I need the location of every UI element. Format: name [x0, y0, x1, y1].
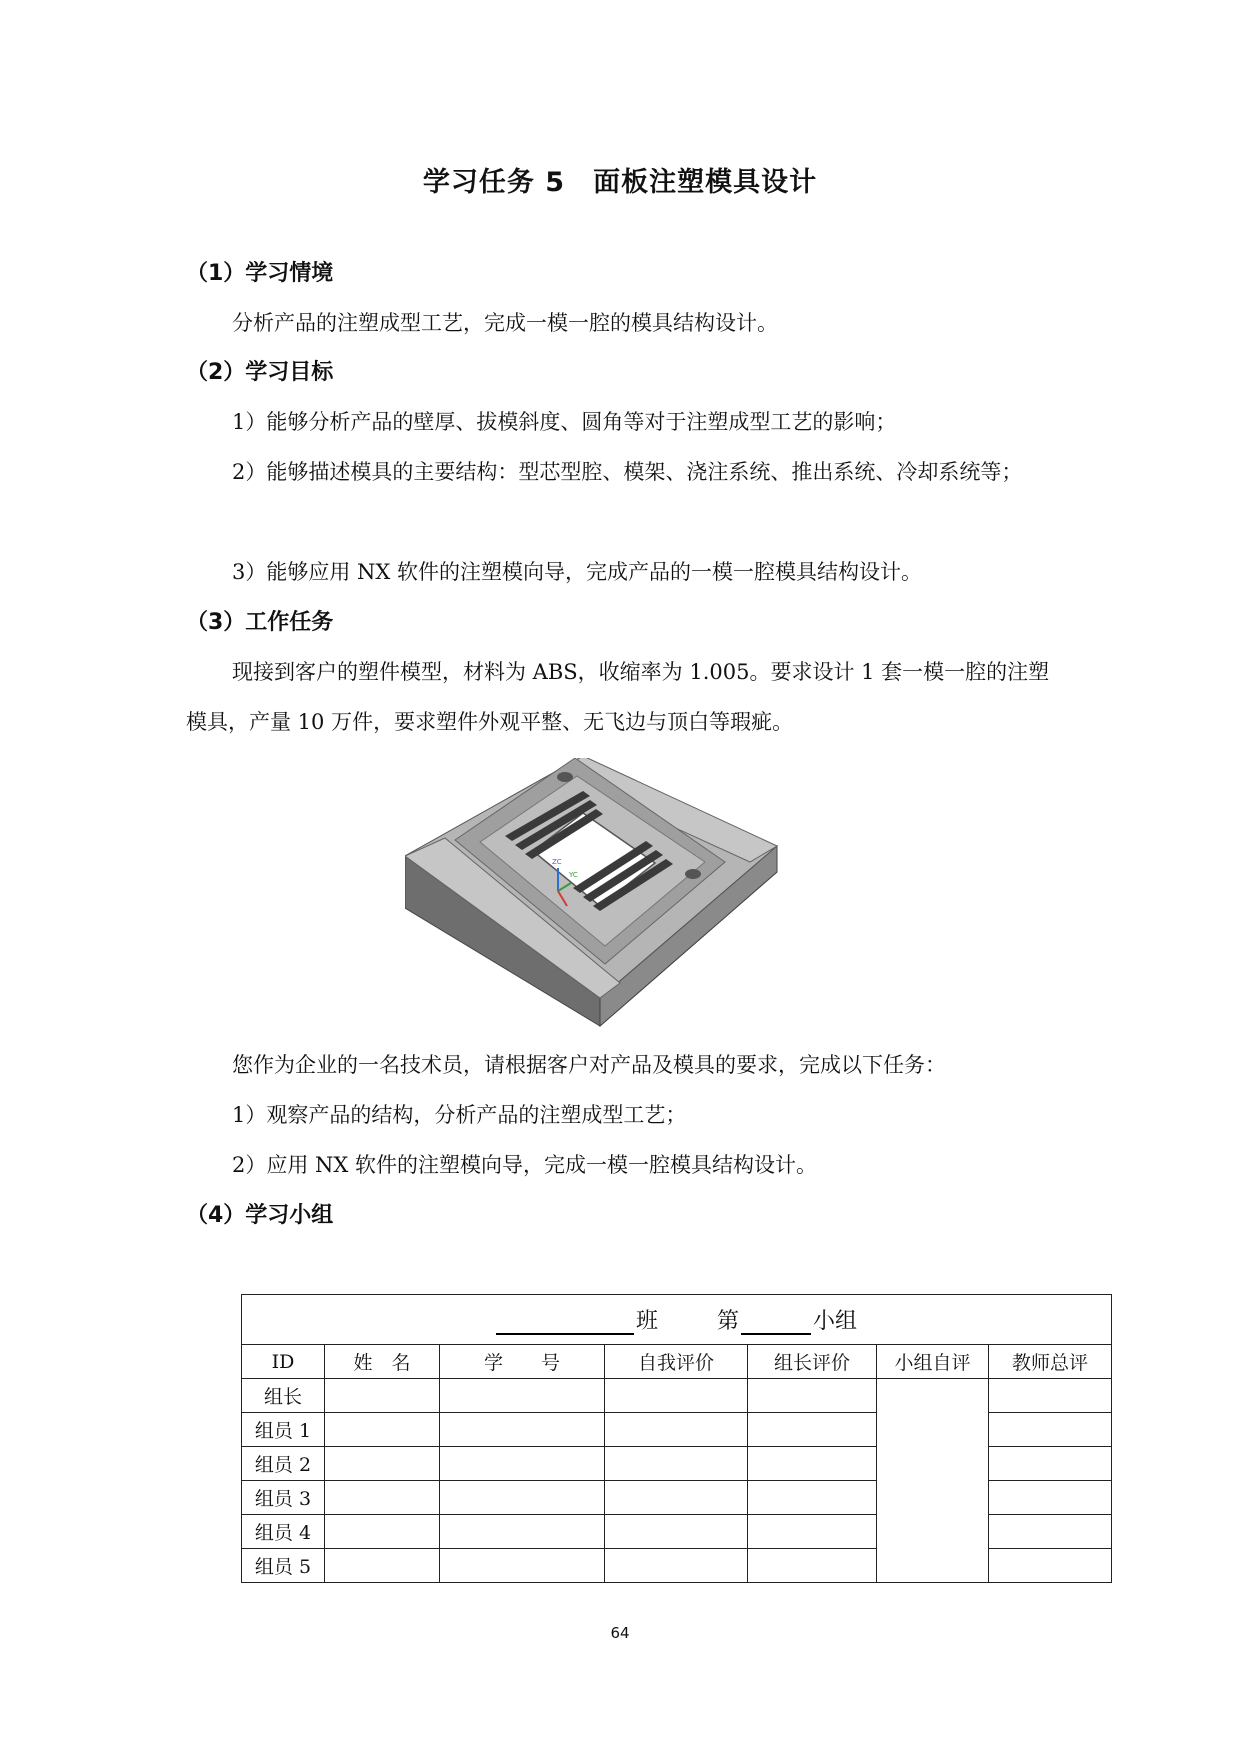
section-heading-context: （1）学习情境 [186, 261, 334, 286]
table-row [242, 1379, 1112, 1413]
context-paragraph: 分析产品的注塑成型工艺，完成一模一腔的模具结构设计。 [232, 311, 778, 335]
header-cell: 组长评价 [748, 1345, 877, 1379]
row-label: 组员 5 [242, 1549, 325, 1583]
axis-label-yc: YC [569, 871, 578, 879]
header-cell: 姓 名 [325, 1345, 440, 1379]
row-label: 组长 [242, 1379, 325, 1413]
row-label: 组员 2 [242, 1447, 325, 1481]
task-item-1: 1）观察产品的结构，分析产品的注塑成型工艺； [232, 1103, 687, 1127]
section-heading-objectives: （2）学习目标 [186, 360, 334, 385]
axis-label-zc: ZC [552, 858, 562, 866]
task-paragraph: 现接到客户的塑件模型，材料为 ABS，收缩率为 1.005。要求设计 1 套一模一腔的注塑模具，产量 10 万件，要求塑件外观平整、无飞边与顶白等瑕疵。 [186, 660, 1050, 734]
row-label: 组员 4 [242, 1515, 325, 1549]
section-heading-group: （4）学习小组 [186, 1203, 334, 1228]
page-title: 学习任务 5 面板注塑模具设计 [422, 167, 818, 198]
task-item-2: 2）应用 NX 软件的注塑模向导，完成一模一腔模具结构设计。 [232, 1153, 818, 1177]
group-table [241, 1294, 1112, 1583]
objective-1: 1）能够分析产品的壁厚、拔模斜度、圆角等对于注塑成型工艺的影响； [232, 410, 897, 434]
row-label: 组员 3 [242, 1481, 325, 1515]
header-cell: ID [242, 1345, 325, 1379]
table-header-row [242, 1345, 1112, 1379]
row-label: 组员 1 [242, 1413, 325, 1447]
table-caption: 班 第 小组 [242, 1295, 1112, 1345]
section-heading-task: （3）工作任务 [186, 610, 334, 635]
header-cell: 学 号 [440, 1345, 605, 1379]
group-number-blank [741, 1309, 811, 1335]
header-cell: 教师总评 [989, 1345, 1112, 1379]
mold-plate-figure [405, 758, 835, 1028]
tasks-intro: 您作为企业的一名技术员，请根据客户对产品及模具的要求，完成以下任务： [232, 1053, 946, 1077]
header-cell: 小组自评 [877, 1345, 989, 1379]
group-self-eval-cell [877, 1379, 989, 1583]
class-blank [496, 1309, 634, 1335]
objective-2: 2）能够描述模具的主要结构：型芯型腔、模架、浇注系统、推出系统、冷却系统等； [232, 460, 1023, 484]
header-cell: 自我评价 [605, 1345, 748, 1379]
page-number: 64 [610, 1624, 630, 1642]
objective-3: 3）能够应用 NX 软件的注塑模向导，完成产品的一模一腔模具结构设计。 [232, 560, 923, 584]
